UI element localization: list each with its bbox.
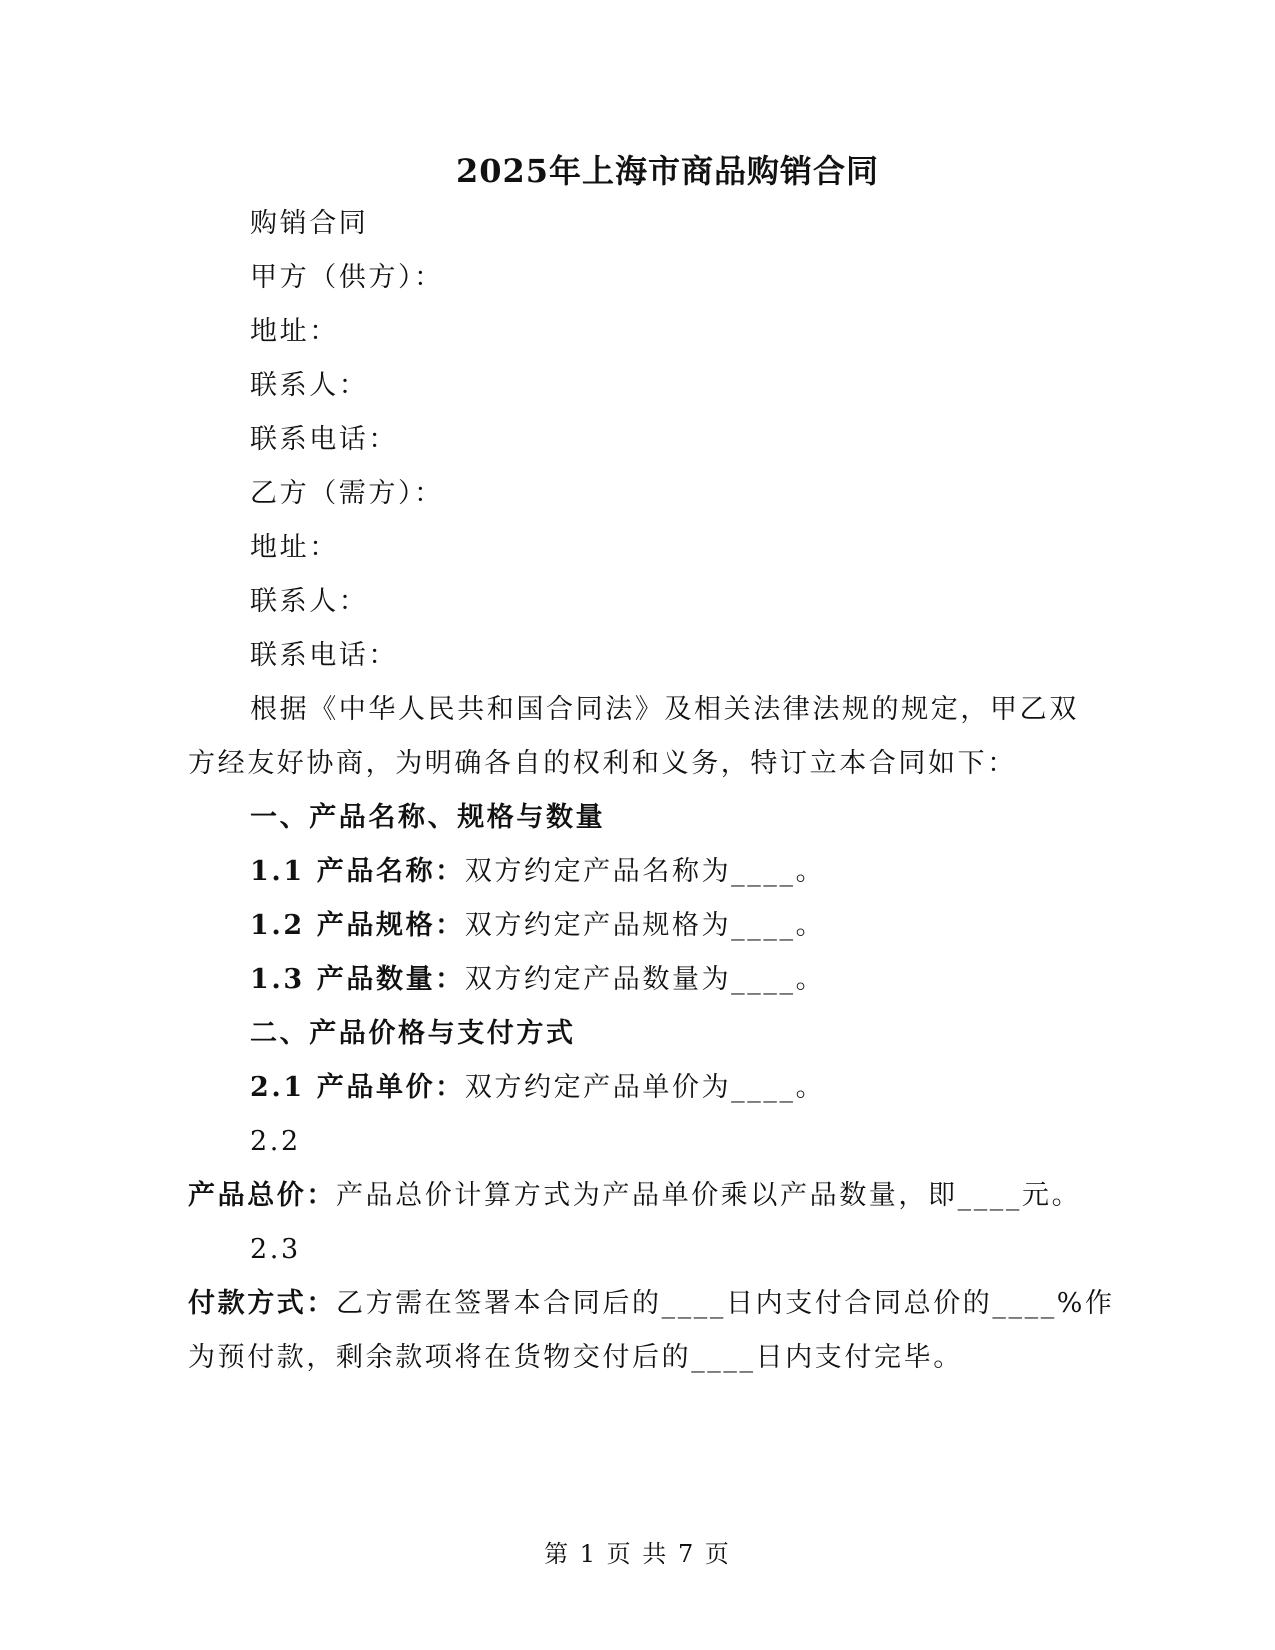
clause-1-3 [250, 962, 825, 998]
clause-2-3-text-line-1: 乙方需在签署本合同后的____日内支付合同总价的____%作 [336, 1288, 1115, 1319]
party-a-phone: 联系电话： [250, 424, 398, 455]
clause-2-1 [250, 1070, 825, 1106]
party-a-address: 地址： [250, 316, 339, 347]
clause-2-2-label: 产品总价： [188, 1180, 336, 1211]
party-a-label: 甲方（供方）： [250, 262, 444, 293]
clause-2-3-text-line-2: 为预付款，剩余款项将在货物交付后的____日内支付完毕。 [188, 1342, 963, 1373]
clause-2-3 [188, 1286, 1115, 1322]
party-b-address: 地址： [250, 532, 339, 563]
clause-1-2-label: 1.2 产品规格： [250, 910, 465, 941]
clause-2-3-label: 付款方式： [188, 1288, 336, 1319]
clause-1-3-text: 双方约定产品数量为____。 [464, 964, 826, 995]
clause-1-2 [250, 908, 825, 944]
clause-1-1-text: 双方约定产品名称为____。 [464, 856, 826, 887]
clause-2-2-number: 2.2 [250, 1126, 301, 1157]
clause-1-2-text: 双方约定产品规格为____。 [464, 910, 826, 941]
clause-2-1-text: 双方约定产品单价为____。 [464, 1072, 826, 1103]
section-2-heading: 二、产品价格与支付方式 [250, 1018, 576, 1049]
party-b-label: 乙方（需方）： [250, 478, 444, 509]
party-a-contact: 联系人： [250, 370, 369, 401]
clause-2-2 [188, 1178, 1081, 1214]
clause-1-1 [250, 854, 825, 890]
clause-1-3-label: 1.3 产品数量： [250, 964, 465, 995]
party-b-contact: 联系人： [250, 586, 369, 617]
contract-heading: 购销合同 [250, 208, 369, 239]
page-footer: 第 1 页 共 7 页 [544, 1540, 731, 1568]
preamble-line-1: 根据《中华人民共和国合同法》及相关法律法规的规定，甲乙双 [250, 694, 1079, 725]
clause-2-1-label: 2.1 产品单价： [250, 1072, 465, 1103]
document-title: 2025年上海市商品购销合同 [455, 152, 880, 190]
clause-1-1-label: 1.1 产品名称： [250, 856, 465, 887]
section-1-heading: 一、产品名称、规格与数量 [250, 802, 606, 833]
preamble-line-2: 方经友好协商，为明确各自的权利和义务，特订立本合同如下： [188, 748, 1017, 779]
clause-2-2-text: 产品总价计算方式为产品单价乘以产品数量，即____元。 [336, 1180, 1082, 1211]
party-b-phone: 联系电话： [250, 640, 398, 671]
clause-2-3-number: 2.3 [250, 1234, 301, 1265]
